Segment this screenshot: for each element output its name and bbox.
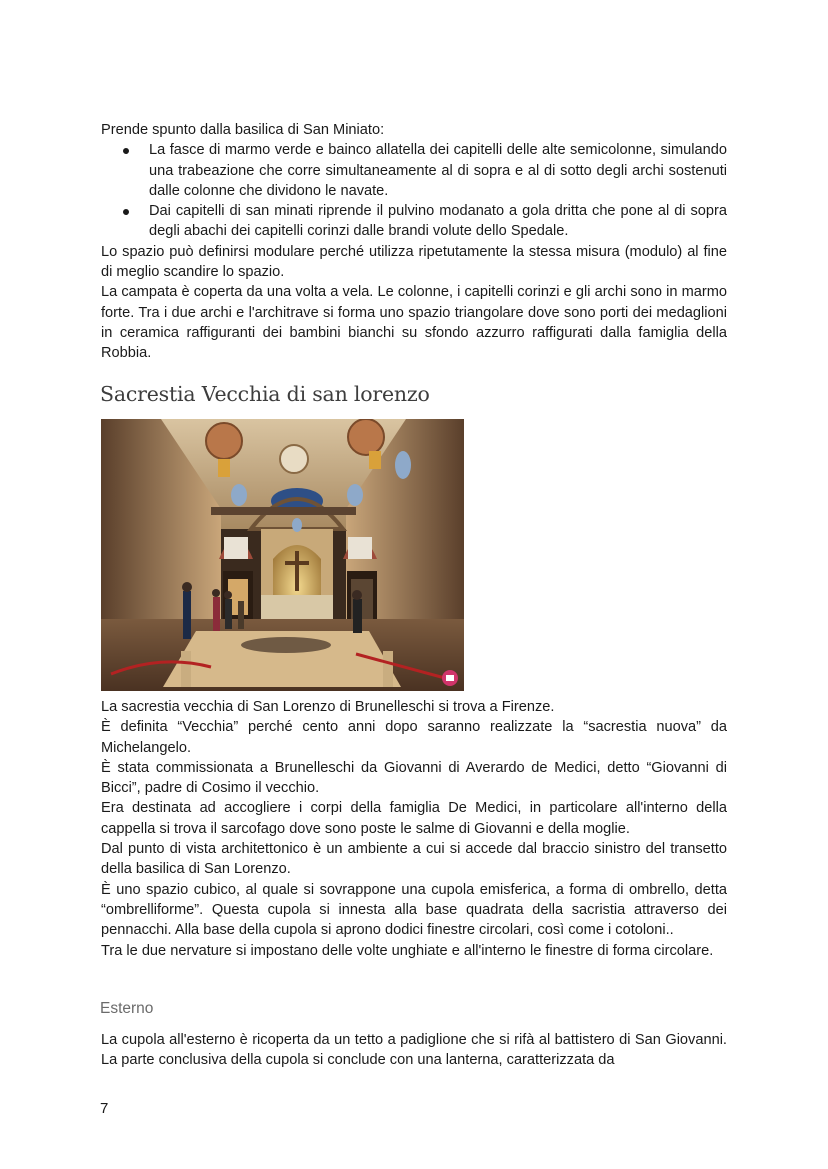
bullet-text: Dai capitelli di san minati riprende il pulvino modanato a gola dritta che pone al di sopra degli abachi dei capitelli corinzi dalle brandi volute dello Spedale. xyxy=(149,203,727,240)
paragraph: La sacrestia vecchia di San Lorenzo di Brunelleschi si trova a Firenze. xyxy=(101,699,555,715)
sacrestia-illustration xyxy=(101,419,464,691)
page-number: 7 xyxy=(100,1100,109,1117)
subsection-body xyxy=(101,1030,727,1071)
bullet-item xyxy=(101,140,727,201)
intro-lead: Prende spunto dalla basilica di San Miniato: xyxy=(101,122,385,138)
paragraph: Lo spazio può definirsi modulare perché utilizza ripetutamente la stessa misura (modulo) al fine di meglio scandire lo spazio. xyxy=(101,243,727,281)
paragraph: Tra le due nervature si impostano delle volte unghiate e all'interno le finestre di forma circolare. xyxy=(101,942,714,959)
paragraph: È stata commissionata a Brunelleschi da Giovanni di Averardo de Medici, detto “Giovanni di Bicci”, padre di Cosimo il vecchio. xyxy=(101,759,727,797)
bullet-text: La fasce di marmo verde e bainco allatella dei capitelli delle alte semicolonne, simulando una trabeazione che corre simultaneamente al di sopra e al di sotto degli archi sostenuti dalle colonne che dividono le navate. xyxy=(149,142,727,199)
paragraph: Era destinata ad accogliere i corpi della famiglia De Medici, in particolare all'interno della cappella si trova il sarcofago dove sono poste le salme di Giovanni e della moglie. xyxy=(101,800,727,837)
paragraph: La campata è coperta da una volta a vela. Le colonne, i capitelli corinzi e gli archi sono in marmo forte. Tra i due archi e l'architrave si forma uno spazio triangolare dove sono porti dei medaglioni in ceramica raffiguranti dei bambini bianchi su sfondo azzurro raffigurati dalla famiglia della Robbia. xyxy=(101,284,727,362)
section-heading: Sacrestia Vecchia di san lorenzo xyxy=(100,382,430,406)
sacrestia-photo xyxy=(101,419,464,691)
paragraph: È definita “Vecchia” perché cento anni dopo saranno realizzate la “sacrestia nuova” da Michelangelo. xyxy=(101,719,727,756)
subsection-heading: Esterno xyxy=(100,1000,154,1017)
paragraph: La cupola all'esterno è ricoperta da un tetto a padiglione che si rifà al battistero di San Giovanni. La parte conclusiva della cupola si conclude con una lanterna, caratterizzata da xyxy=(101,1032,727,1069)
bullet-item xyxy=(101,201,727,242)
bullet-dot-icon xyxy=(123,148,129,154)
bullet-list xyxy=(101,140,727,241)
paragraph: Dal punto di vista architettonico è un ambiente a cui si accede dal braccio sinistro del transetto della basilica di San Lorenzo. xyxy=(101,841,727,878)
intro-block xyxy=(101,120,727,364)
section-body xyxy=(101,697,727,961)
bullet-dot-icon xyxy=(123,209,129,215)
paragraph: È uno spazio cubico, al quale si sovrappone una cupola emisferica, a forma di ombrello, detta “ombrelliforme”. Questa cupola si innesta alla base quadrata della sacristia attraverso dei pennacchi. Alla base della cupola si aprono dodici finestre circolari, così come i cotoloni.. xyxy=(101,881,727,939)
